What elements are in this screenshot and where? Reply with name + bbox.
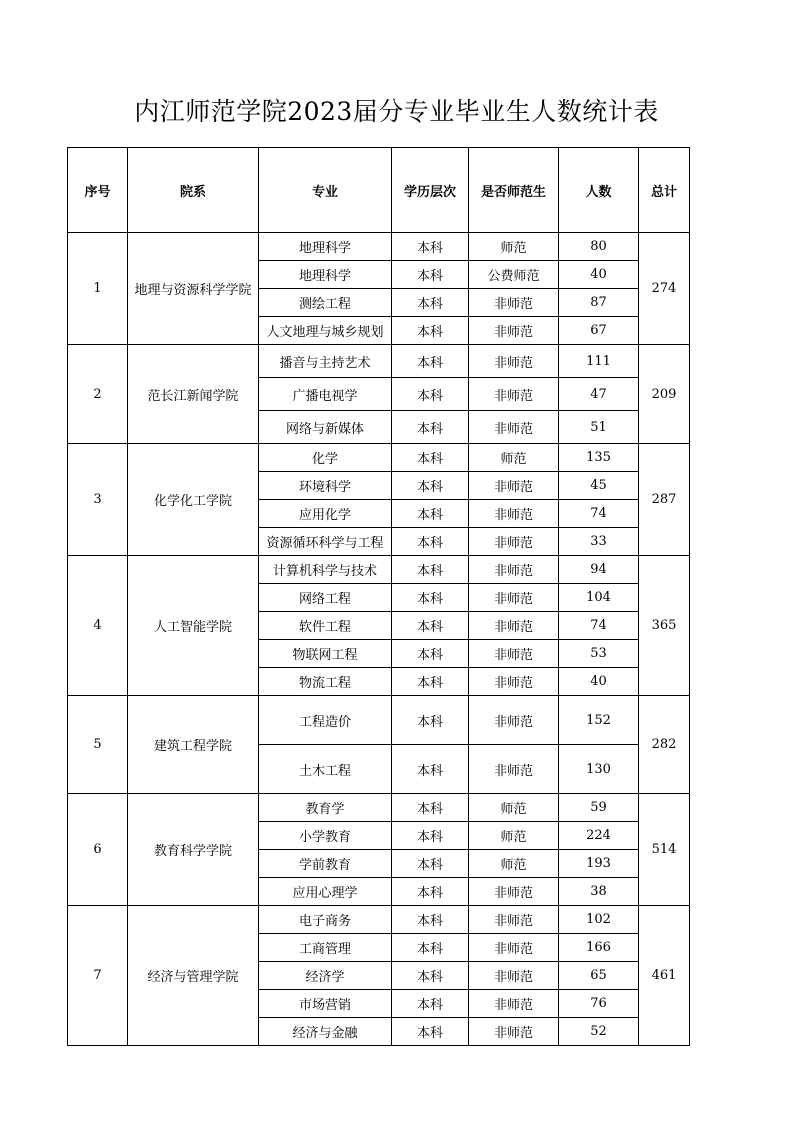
education-level: 本科 xyxy=(392,990,469,1018)
student-count: 87 xyxy=(559,289,639,317)
normal-student-type: 师范 xyxy=(469,444,559,472)
major-name: 电子商务 xyxy=(259,906,392,934)
row-index: 6 xyxy=(68,794,128,906)
table-body xyxy=(68,233,690,1046)
student-count: 104 xyxy=(559,584,639,612)
education-level: 本科 xyxy=(392,556,469,584)
dept-name: 地理与资源科学学院 xyxy=(128,233,259,345)
major-name: 经济学 xyxy=(259,962,392,990)
normal-student-type: 非师范 xyxy=(469,878,559,906)
dept-name: 经济与管理学院 xyxy=(128,906,259,1046)
student-count: 76 xyxy=(559,990,639,1018)
normal-student-type: 师范 xyxy=(469,850,559,878)
education-level: 本科 xyxy=(392,850,469,878)
major-name: 地理科学 xyxy=(259,233,392,261)
major-name: 学前教育 xyxy=(259,850,392,878)
normal-student-type: 师范 xyxy=(469,233,559,261)
dept-total: 287 xyxy=(639,444,690,556)
student-count: 80 xyxy=(559,233,639,261)
dept-total: 282 xyxy=(639,696,690,794)
dept-total: 365 xyxy=(639,556,690,696)
education-level: 本科 xyxy=(392,261,469,289)
dept-name: 人工智能学院 xyxy=(128,556,259,696)
student-count: 67 xyxy=(559,317,639,345)
normal-student-type: 非师范 xyxy=(469,317,559,345)
graduate-statistics-table xyxy=(67,147,690,1046)
education-level: 本科 xyxy=(392,745,469,794)
dept-name: 化学化工学院 xyxy=(128,444,259,556)
major-name: 工程造价 xyxy=(259,696,392,745)
normal-student-type: 非师范 xyxy=(469,990,559,1018)
student-count: 45 xyxy=(559,472,639,500)
normal-student-type: 非师范 xyxy=(469,289,559,317)
education-level: 本科 xyxy=(392,500,469,528)
student-count: 47 xyxy=(559,378,639,411)
student-count: 40 xyxy=(559,668,639,696)
student-count: 193 xyxy=(559,850,639,878)
education-level: 本科 xyxy=(392,317,469,345)
major-name: 地理科学 xyxy=(259,261,392,289)
student-count: 51 xyxy=(559,411,639,444)
education-level: 本科 xyxy=(392,640,469,668)
education-level: 本科 xyxy=(392,878,469,906)
normal-student-type: 非师范 xyxy=(469,378,559,411)
student-count: 74 xyxy=(559,612,639,640)
student-count: 59 xyxy=(559,794,639,822)
student-count: 166 xyxy=(559,934,639,962)
major-name: 资源循环科学与工程 xyxy=(259,528,392,556)
major-name: 计算机科学与技术 xyxy=(259,556,392,584)
major-name: 应用心理学 xyxy=(259,878,392,906)
normal-student-type: 非师范 xyxy=(469,906,559,934)
student-count: 65 xyxy=(559,962,639,990)
header-index: 序号 xyxy=(68,148,128,233)
dept-total: 514 xyxy=(639,794,690,906)
table-row xyxy=(68,794,690,822)
table-row xyxy=(68,345,690,378)
row-index: 7 xyxy=(68,906,128,1046)
dept-name: 教育科学学院 xyxy=(128,794,259,906)
student-count: 111 xyxy=(559,345,639,378)
header-row xyxy=(68,148,690,233)
education-level: 本科 xyxy=(392,612,469,640)
row-index: 3 xyxy=(68,444,128,556)
education-level: 本科 xyxy=(392,794,469,822)
major-name: 小学教育 xyxy=(259,822,392,850)
normal-student-type: 非师范 xyxy=(469,345,559,378)
education-level: 本科 xyxy=(392,378,469,411)
page-title: 内江师范学院2023届分专业毕业生人数统计表 xyxy=(134,97,659,126)
education-level: 本科 xyxy=(392,668,469,696)
education-level: 本科 xyxy=(392,822,469,850)
student-count: 130 xyxy=(559,745,639,794)
student-count: 33 xyxy=(559,528,639,556)
major-name: 物联网工程 xyxy=(259,640,392,668)
normal-student-type: 非师范 xyxy=(469,1018,559,1046)
education-level: 本科 xyxy=(392,584,469,612)
education-level: 本科 xyxy=(392,289,469,317)
header-count: 人数 xyxy=(559,148,639,233)
student-count: 74 xyxy=(559,500,639,528)
major-name: 播音与主持艺术 xyxy=(259,345,392,378)
student-count: 152 xyxy=(559,696,639,745)
student-count: 224 xyxy=(559,822,639,850)
major-name: 工商管理 xyxy=(259,934,392,962)
normal-student-type: 非师范 xyxy=(469,584,559,612)
dept-total: 461 xyxy=(639,906,690,1046)
education-level: 本科 xyxy=(392,411,469,444)
student-count: 94 xyxy=(559,556,639,584)
normal-student-type: 非师范 xyxy=(469,411,559,444)
normal-student-type: 非师范 xyxy=(469,934,559,962)
major-name: 物流工程 xyxy=(259,668,392,696)
major-name: 环境科学 xyxy=(259,472,392,500)
education-level: 本科 xyxy=(392,962,469,990)
normal-student-type: 非师范 xyxy=(469,668,559,696)
education-level: 本科 xyxy=(392,528,469,556)
header-dept: 院系 xyxy=(128,148,259,233)
table-row xyxy=(68,233,690,261)
education-level: 本科 xyxy=(392,696,469,745)
row-index: 2 xyxy=(68,345,128,444)
normal-student-type: 非师范 xyxy=(469,500,559,528)
row-index: 5 xyxy=(68,696,128,794)
table-row xyxy=(68,444,690,472)
normal-student-type: 非师范 xyxy=(469,745,559,794)
dept-total: 274 xyxy=(639,233,690,345)
student-count: 40 xyxy=(559,261,639,289)
student-count: 52 xyxy=(559,1018,639,1046)
dept-name: 建筑工程学院 xyxy=(128,696,259,794)
major-name: 测绘工程 xyxy=(259,289,392,317)
major-name: 市场营销 xyxy=(259,990,392,1018)
dept-name: 范长江新闻学院 xyxy=(128,345,259,444)
normal-student-type: 非师范 xyxy=(469,640,559,668)
major-name: 网络工程 xyxy=(259,584,392,612)
education-level: 本科 xyxy=(392,345,469,378)
major-name: 经济与金融 xyxy=(259,1018,392,1046)
education-level: 本科 xyxy=(392,934,469,962)
normal-student-type: 师范 xyxy=(469,822,559,850)
major-name: 化学 xyxy=(259,444,392,472)
student-count: 53 xyxy=(559,640,639,668)
normal-student-type: 非师范 xyxy=(469,612,559,640)
row-index: 4 xyxy=(68,556,128,696)
major-name: 教育学 xyxy=(259,794,392,822)
header-level: 学历层次 xyxy=(392,148,469,233)
table-row xyxy=(68,906,690,934)
normal-student-type: 非师范 xyxy=(469,696,559,745)
student-count: 102 xyxy=(559,906,639,934)
education-level: 本科 xyxy=(392,906,469,934)
header-normal: 是否师范生 xyxy=(469,148,559,233)
dept-total: 209 xyxy=(639,345,690,444)
header-major: 专业 xyxy=(259,148,392,233)
education-level: 本科 xyxy=(392,444,469,472)
table-row xyxy=(68,696,690,745)
education-level: 本科 xyxy=(392,472,469,500)
normal-student-type: 公费师范 xyxy=(469,261,559,289)
student-count: 135 xyxy=(559,444,639,472)
row-index: 1 xyxy=(68,233,128,345)
major-name: 软件工程 xyxy=(259,612,392,640)
table-row xyxy=(68,556,690,584)
normal-student-type: 非师范 xyxy=(469,556,559,584)
header-total: 总计 xyxy=(639,148,690,233)
major-name: 应用化学 xyxy=(259,500,392,528)
major-name: 网络与新媒体 xyxy=(259,411,392,444)
education-level: 本科 xyxy=(392,233,469,261)
education-level: 本科 xyxy=(392,1018,469,1046)
student-count: 38 xyxy=(559,878,639,906)
normal-student-type: 非师范 xyxy=(469,472,559,500)
normal-student-type: 非师范 xyxy=(469,528,559,556)
major-name: 土木工程 xyxy=(259,745,392,794)
major-name: 人文地理与城乡规划 xyxy=(259,317,392,345)
normal-student-type: 师范 xyxy=(469,794,559,822)
normal-student-type: 非师范 xyxy=(469,962,559,990)
major-name: 广播电视学 xyxy=(259,378,392,411)
